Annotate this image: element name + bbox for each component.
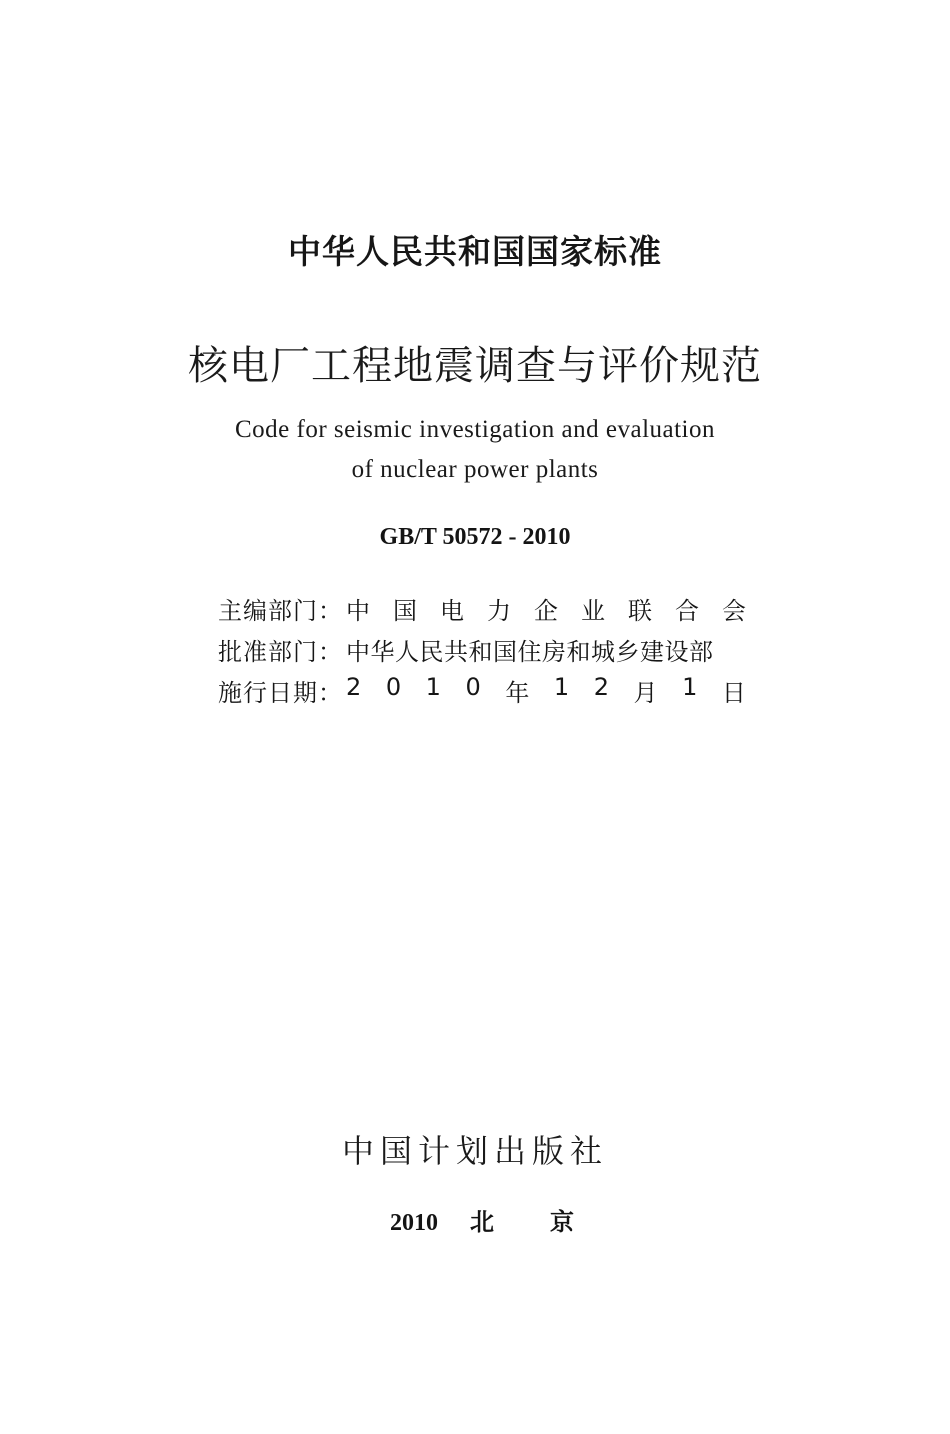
- standard-code: GB/T 50572 - 2010: [379, 524, 571, 550]
- publication-year: 2010: [390, 1210, 438, 1236]
- approver-department-row: [218, 632, 746, 666]
- publication-city-char: 京: [550, 1208, 574, 1236]
- date-char: 1: [425, 672, 441, 701]
- editor-department-value: [346, 591, 746, 626]
- editor-char: 联: [628, 596, 652, 625]
- publisher-name: 中国计划出版社: [341, 1132, 608, 1170]
- editor-department-row: [218, 591, 746, 625]
- approver-department-value: 中华人民共和国住房和城乡建设部: [346, 637, 714, 666]
- editor-char: 会: [722, 596, 746, 625]
- publication-place-year: [390, 1202, 574, 1237]
- publication-city-char: 北: [470, 1208, 494, 1236]
- date-char: 年: [505, 678, 530, 707]
- editor-char: 电: [440, 596, 464, 625]
- editor-char: 企: [534, 596, 558, 625]
- date-char: 2: [593, 672, 609, 701]
- title-chinese: 核电厂工程地震调查与评价规范: [188, 343, 762, 389]
- title-english-line-1: Code for seismic investigation and evaluation: [234, 416, 716, 443]
- date-char: 0: [385, 672, 402, 701]
- date-char: 2: [346, 672, 362, 701]
- approver-department-label: 批准部门：: [218, 637, 343, 666]
- editor-char: 中: [346, 596, 370, 625]
- date-char: 1: [682, 672, 698, 701]
- editor-char: 业: [581, 596, 605, 625]
- standard-heading: 中华人民共和国国家标准: [288, 232, 662, 271]
- effective-date-row: [218, 673, 746, 707]
- date-char: 1: [553, 672, 570, 701]
- date-char: 月: [633, 678, 658, 707]
- editor-char: 力: [487, 596, 511, 625]
- date-char: 0: [465, 672, 481, 701]
- title-english-line-2: of nuclear power plants: [351, 456, 599, 483]
- effective-date-value: [346, 673, 746, 708]
- date-char: 日: [721, 678, 746, 707]
- editor-char: 国: [393, 596, 417, 625]
- effective-date-label: 施行日期：: [218, 678, 343, 707]
- editor-char: 合: [675, 596, 699, 625]
- editor-department-label: 主编部门：: [218, 596, 343, 625]
